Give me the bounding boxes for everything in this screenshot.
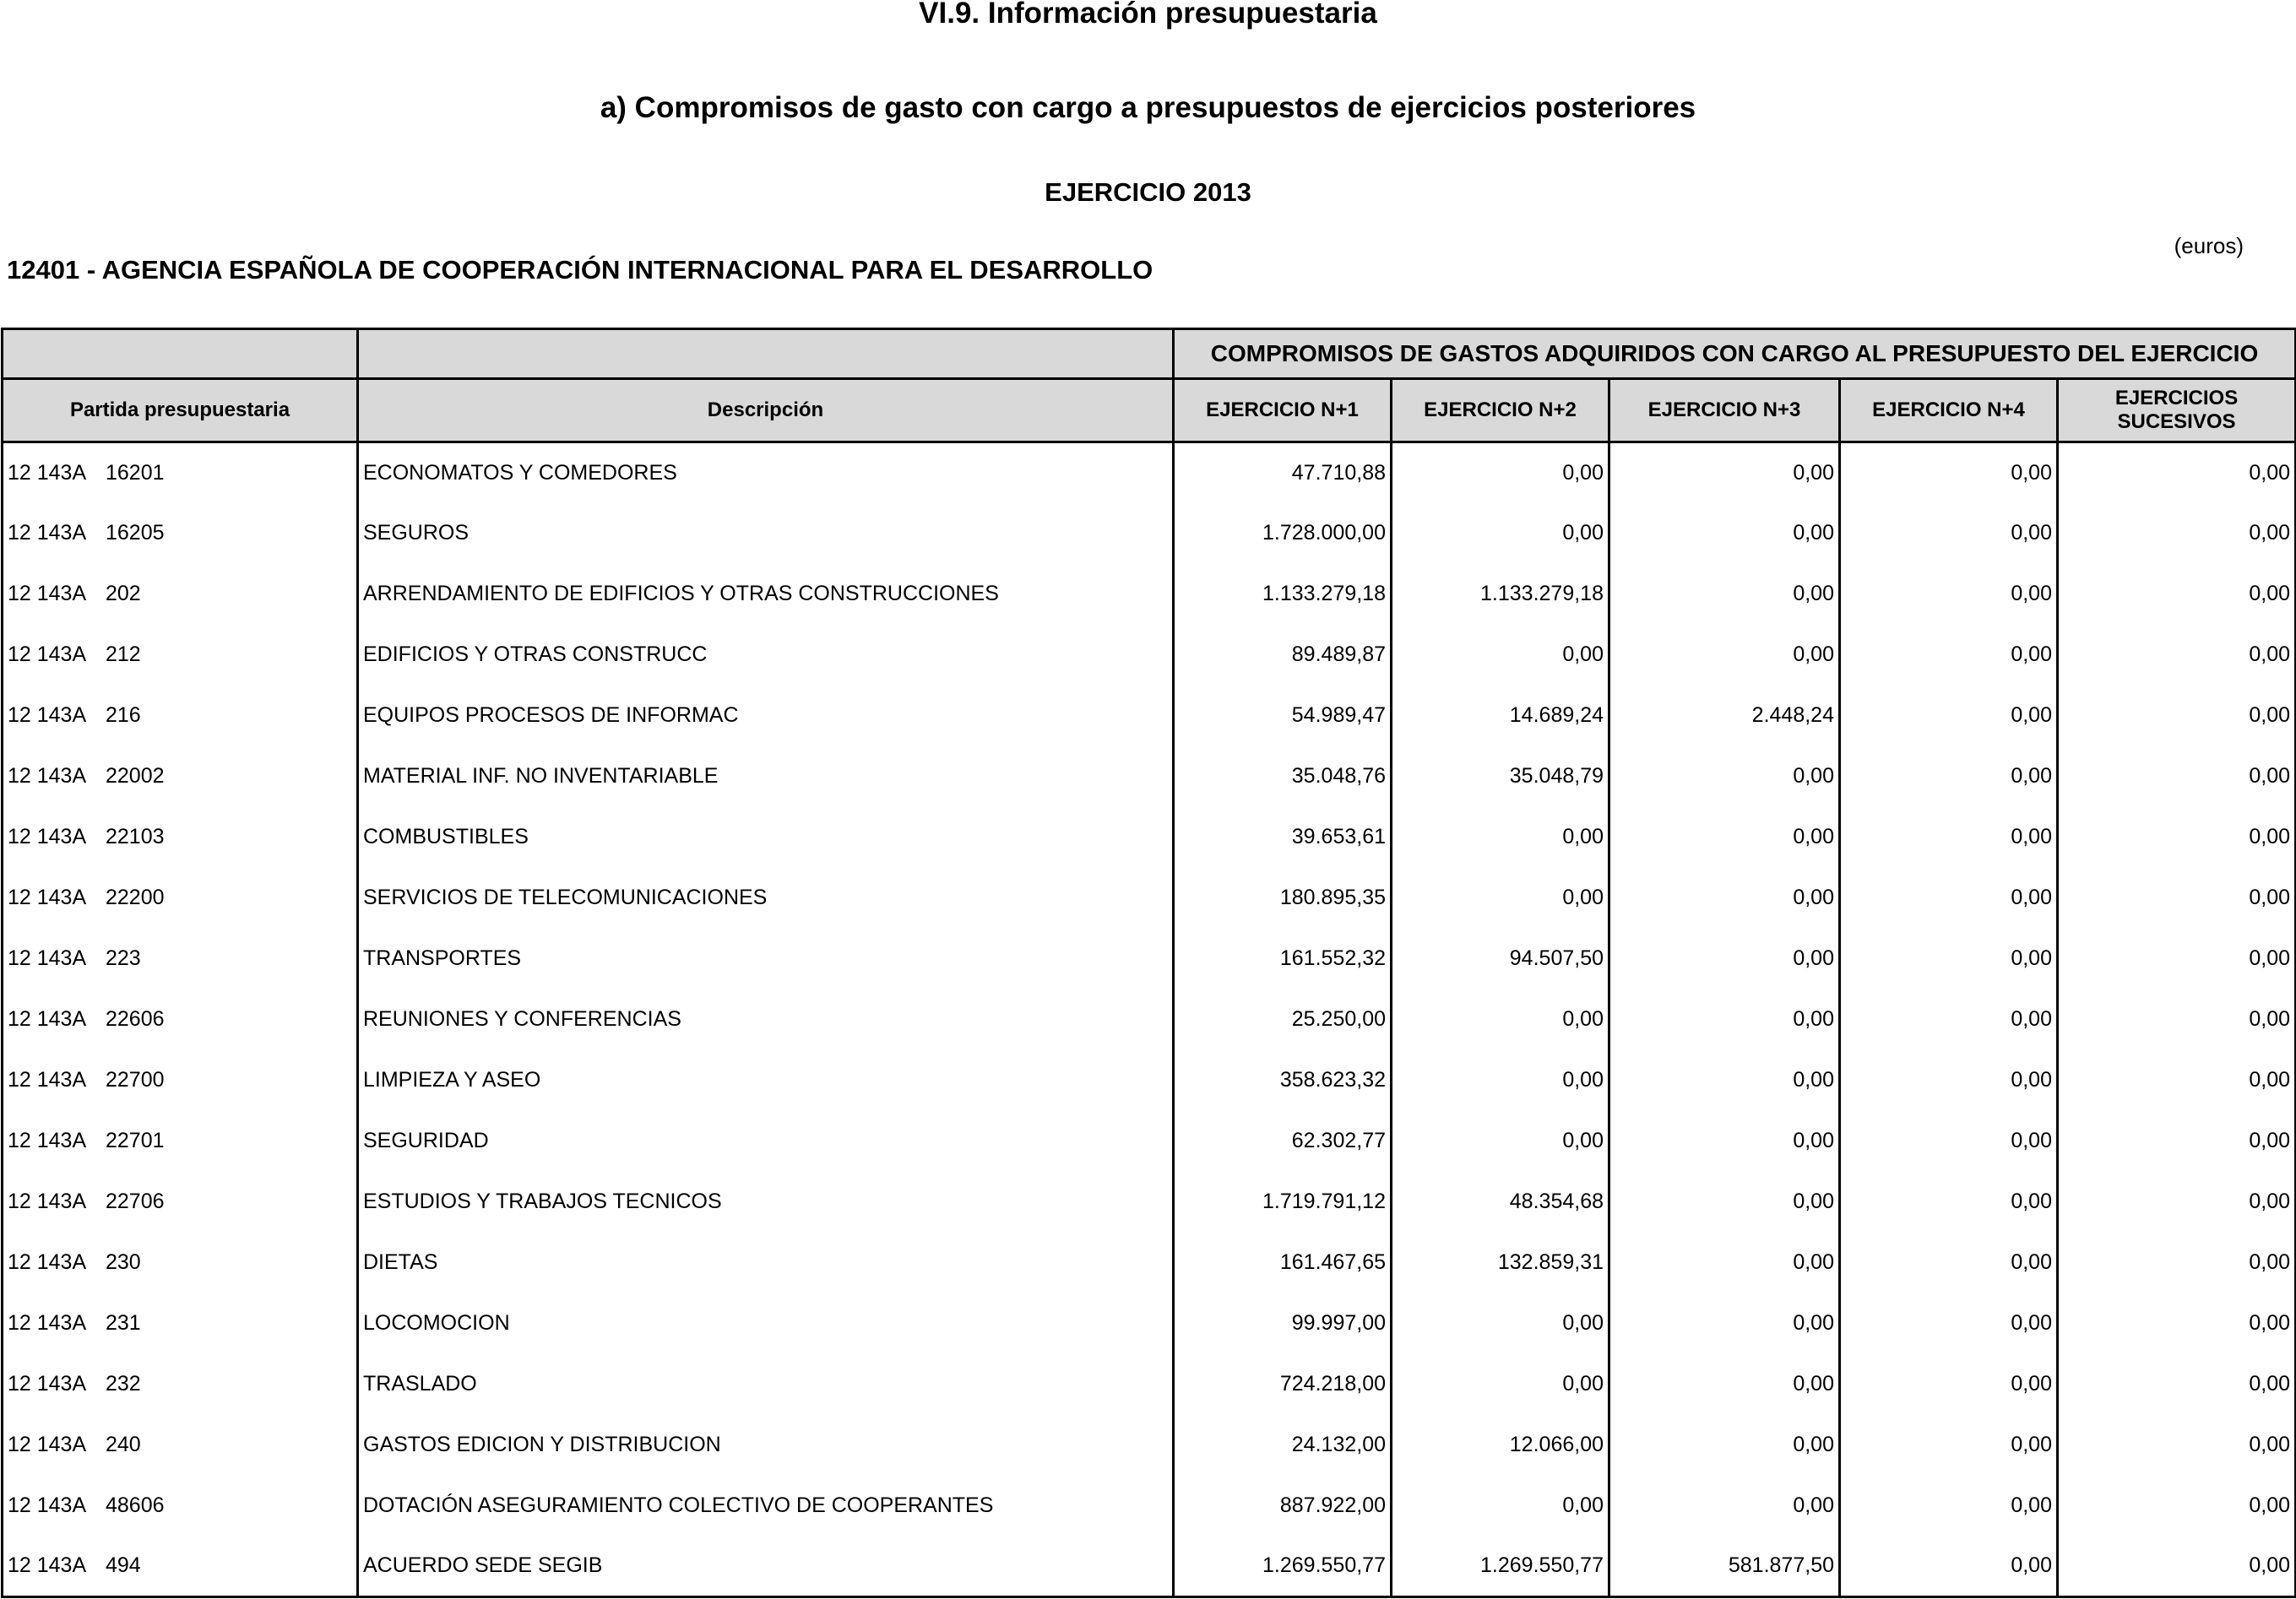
n4-cell: 0,00 — [1840, 1233, 2058, 1293]
concept-code: 22103 — [106, 825, 165, 848]
partida-cell — [3, 1233, 358, 1293]
column-header-descripcion: Descripción — [358, 379, 1174, 442]
program-code: 12 143A — [8, 582, 87, 605]
partida-cell — [3, 1050, 358, 1111]
n2-cell: 0,00 — [1392, 503, 1609, 564]
description-cell: DIETAS — [358, 1233, 1174, 1293]
description-cell: SERVICIOS DE TELECOMUNICACIONES — [358, 868, 1174, 929]
table-row — [3, 1050, 2296, 1111]
column-header-sucesivos — [2058, 379, 2296, 442]
partida-cell — [3, 1293, 358, 1354]
program-code: 12 143A — [8, 1493, 87, 1517]
table-row — [3, 807, 2296, 868]
concept-code: 216 — [106, 703, 141, 727]
program-code: 12 143A — [8, 1068, 87, 1092]
n2-cell: 1.269.550,77 — [1392, 1537, 1609, 1597]
program-code: 12 143A — [8, 460, 87, 485]
year-title: EJERCICIO 2013 — [1045, 177, 1251, 207]
n3-cell: 0,00 — [1609, 868, 1840, 929]
concept-code: 48606 — [106, 1493, 165, 1517]
subtitle: a) Compromisos de gasto con cargo a presupuestos de ejercicios posteriores — [600, 91, 1696, 124]
n3-cell: 0,00 — [1609, 1293, 1840, 1354]
program-code: 12 143A — [8, 764, 87, 788]
n4-cell: 0,00 — [1840, 807, 2058, 868]
n1-cell: 35.048,76 — [1174, 746, 1392, 807]
n2-cell: 0,00 — [1392, 1111, 1609, 1172]
column-header-n2: EJERCICIO N+2 — [1392, 379, 1609, 442]
partida-cell — [3, 868, 358, 929]
table-row — [3, 503, 2296, 564]
concept-code: 22002 — [106, 764, 165, 788]
n1-cell: 62.302,77 — [1174, 1111, 1392, 1172]
n1-cell: 1.133.279,18 — [1174, 564, 1392, 625]
description-cell: LIMPIEZA Y ASEO — [358, 1050, 1174, 1111]
table-row — [3, 868, 2296, 929]
table-row — [3, 1293, 2296, 1354]
concept-code: 231 — [106, 1311, 141, 1335]
n3-cell: 0,00 — [1609, 442, 1840, 503]
sucesivos-cell: 0,00 — [2058, 989, 2296, 1050]
n3-cell: 0,00 — [1609, 1172, 1840, 1233]
table-row — [3, 989, 2296, 1050]
n1-cell: 180.895,35 — [1174, 868, 1392, 929]
n1-cell: 99.997,00 — [1174, 1293, 1392, 1354]
sucesivos-cell: 0,00 — [2058, 929, 2296, 989]
n2-cell: 0,00 — [1392, 442, 1609, 503]
description-cell: TRANSPORTES — [358, 929, 1174, 989]
n3-cell: 581.877,50 — [1609, 1537, 1840, 1597]
description-cell: ECONOMATOS Y COMEDORES — [358, 442, 1174, 503]
concept-code: 22200 — [106, 886, 165, 909]
table-row — [3, 686, 2296, 746]
program-code: 12 143A — [8, 1129, 87, 1152]
program-code: 12 143A — [8, 1433, 87, 1456]
column-header-n4: EJERCICIO N+4 — [1840, 379, 2058, 442]
description-cell: EQUIPOS PROCESOS DE INFORMAC — [358, 686, 1174, 746]
partida-cell — [3, 503, 358, 564]
program-code: 12 143A — [8, 1250, 87, 1274]
concept-code: 22606 — [106, 1007, 165, 1031]
program-code: 12 143A — [8, 703, 87, 727]
column-header-n1: EJERCICIO N+1 — [1174, 379, 1392, 442]
concept-code: 22700 — [106, 1068, 165, 1092]
n2-cell: 0,00 — [1392, 807, 1609, 868]
n1-cell: 887.922,00 — [1174, 1476, 1392, 1537]
n2-cell: 0,00 — [1392, 1050, 1609, 1111]
n4-cell: 0,00 — [1840, 1537, 2058, 1597]
n3-cell: 0,00 — [1609, 564, 1840, 625]
program-code: 12 143A — [8, 1372, 87, 1396]
sucesivos-cell: 0,00 — [2058, 1354, 2296, 1415]
program-code: 12 143A — [8, 642, 87, 666]
n1-cell: 54.989,47 — [1174, 686, 1392, 746]
n1-cell: 161.467,65 — [1174, 1233, 1392, 1293]
n3-cell: 0,00 — [1609, 1415, 1840, 1476]
description-cell: ESTUDIOS Y TRABAJOS TECNICOS — [358, 1172, 1174, 1233]
sucesivos-cell: 0,00 — [2058, 807, 2296, 868]
program-code: 12 143A — [8, 1190, 87, 1213]
table-row — [3, 1354, 2296, 1415]
n3-cell: 0,00 — [1609, 503, 1840, 564]
program-code: 12 143A — [8, 1007, 87, 1031]
sucesivos-cell: 0,00 — [2058, 1111, 2296, 1172]
sucesivos-cell: 0,00 — [2058, 442, 2296, 503]
n2-cell: 0,00 — [1392, 1293, 1609, 1354]
sucesivos-cell: 0,00 — [2058, 1537, 2296, 1597]
sucesivos-cell: 0,00 — [2058, 625, 2296, 686]
partida-cell — [3, 1111, 358, 1172]
n1-cell: 1.269.550,77 — [1174, 1537, 1392, 1597]
n4-cell: 0,00 — [1840, 929, 2058, 989]
table-body — [3, 442, 2296, 1597]
n4-cell: 0,00 — [1840, 1415, 2058, 1476]
partida-cell — [3, 1172, 358, 1233]
n2-cell: 14.689,24 — [1392, 686, 1609, 746]
n2-cell: 0,00 — [1392, 1476, 1609, 1537]
description-cell: DOTACIÓN ASEGURAMIENTO COLECTIVO DE COOPERANTES — [358, 1476, 1174, 1537]
n2-cell: 0,00 — [1392, 868, 1609, 929]
n2-cell: 12.066,00 — [1392, 1415, 1609, 1476]
concept-code: 232 — [106, 1372, 141, 1396]
description-cell: SEGUROS — [358, 503, 1174, 564]
partida-cell — [3, 564, 358, 625]
concept-code: 494 — [106, 1553, 141, 1578]
description-cell: LOCOMOCION — [358, 1293, 1174, 1354]
n4-cell: 0,00 — [1840, 442, 2058, 503]
partida-cell — [3, 989, 358, 1050]
column-header-n3: EJERCICIO N+3 — [1609, 379, 1840, 442]
sucesivos-cell: 0,00 — [2058, 1415, 2296, 1476]
group-header-row — [3, 329, 2296, 379]
description-cell: EDIFICIOS Y OTRAS CONSTRUCC — [358, 625, 1174, 686]
budget-commitments-table — [1, 328, 2296, 1598]
table-row — [3, 1111, 2296, 1172]
table-row — [3, 625, 2296, 686]
n2-cell: 0,00 — [1392, 625, 1609, 686]
n1-cell: 1.719.791,12 — [1174, 1172, 1392, 1233]
partida-cell — [3, 1537, 358, 1597]
n1-cell: 24.132,00 — [1174, 1415, 1392, 1476]
sucesivos-cell: 0,00 — [2058, 868, 2296, 929]
partida-cell — [3, 1354, 358, 1415]
n4-cell: 0,00 — [1840, 868, 2058, 929]
entity-title: 12401 - AGENCIA ESPAÑOLA DE COOPERACIÓN INTERNACIONAL PARA EL DESARROLLO — [7, 255, 1153, 285]
n3-cell: 0,00 — [1609, 1111, 1840, 1172]
n3-cell: 0,00 — [1609, 1233, 1840, 1293]
program-code: 12 143A — [8, 946, 87, 970]
description-cell: SEGURIDAD — [358, 1111, 1174, 1172]
n4-cell: 0,00 — [1840, 1172, 2058, 1233]
n3-cell: 2.448,24 — [1609, 686, 1840, 746]
sucesivos-cell: 0,00 — [2058, 564, 2296, 625]
concept-code: 212 — [106, 642, 141, 666]
description-cell: ARRENDAMIENTO DE EDIFICIOS Y OTRAS CONSTRUCCIONES — [358, 564, 1174, 625]
n2-cell: 0,00 — [1392, 989, 1609, 1050]
blank-header-cell — [3, 329, 358, 379]
n3-cell: 0,00 — [1609, 1050, 1840, 1111]
n4-cell: 0,00 — [1840, 1111, 2058, 1172]
table-row — [3, 1537, 2296, 1597]
concept-code: 240 — [106, 1433, 141, 1456]
sucesivos-cell: 0,00 — [2058, 686, 2296, 746]
n4-cell: 0,00 — [1840, 989, 2058, 1050]
n4-cell: 0,00 — [1840, 746, 2058, 807]
n1-cell: 1.728.000,00 — [1174, 503, 1392, 564]
sucesivos-cell: 0,00 — [2058, 1293, 2296, 1354]
partida-cell — [3, 807, 358, 868]
n3-cell: 0,00 — [1609, 989, 1840, 1050]
table-row — [3, 1415, 2296, 1476]
table-row — [3, 564, 2296, 625]
n4-cell: 0,00 — [1840, 1476, 2058, 1537]
n2-cell: 35.048,79 — [1392, 746, 1609, 807]
description-cell: REUNIONES Y CONFERENCIAS — [358, 989, 1174, 1050]
partida-cell — [3, 625, 358, 686]
concept-code: 22706 — [106, 1190, 165, 1213]
n1-cell: 47.710,88 — [1174, 442, 1392, 503]
n1-cell: 358.623,32 — [1174, 1050, 1392, 1111]
n2-cell: 1.133.279,18 — [1392, 564, 1609, 625]
n2-cell: 94.507,50 — [1392, 929, 1609, 989]
n3-cell: 0,00 — [1609, 807, 1840, 868]
n3-cell: 0,00 — [1609, 1354, 1840, 1415]
column-header-sucesivos-line1: EJERCICIOS — [2114, 387, 2239, 409]
sucesivos-cell: 0,00 — [2058, 503, 2296, 564]
program-code: 12 143A — [8, 521, 87, 545]
description-cell: COMBUSTIBLES — [358, 807, 1174, 868]
n4-cell: 0,00 — [1840, 1293, 2058, 1354]
sucesivos-cell: 0,00 — [2058, 746, 2296, 807]
partida-cell — [3, 1476, 358, 1537]
n4-cell: 0,00 — [1840, 1050, 2058, 1111]
column-header-partida: Partida presupuestaria — [3, 379, 358, 442]
partida-cell — [3, 442, 358, 503]
table-row — [3, 1476, 2296, 1537]
n2-cell: 0,00 — [1392, 1354, 1609, 1415]
table-row — [3, 746, 2296, 807]
n1-cell: 89.489,87 — [1174, 625, 1392, 686]
n3-cell: 0,00 — [1609, 1476, 1840, 1537]
n4-cell: 0,00 — [1840, 686, 2058, 746]
blank-header-cell — [358, 329, 1174, 379]
n4-cell: 0,00 — [1840, 1354, 2058, 1415]
table-row — [3, 442, 2296, 503]
concept-code: 16205 — [106, 521, 165, 545]
sucesivos-cell: 0,00 — [2058, 1172, 2296, 1233]
n1-cell: 161.552,32 — [1174, 929, 1392, 989]
sucesivos-cell: 0,00 — [2058, 1050, 2296, 1111]
n3-cell: 0,00 — [1609, 746, 1840, 807]
description-cell: TRASLADO — [358, 1354, 1174, 1415]
concept-code: 22701 — [106, 1129, 165, 1152]
concept-code: 202 — [106, 582, 141, 605]
table-row — [3, 929, 2296, 989]
n3-cell: 0,00 — [1609, 929, 1840, 989]
section-title: VI.9. Información presupuestaria — [919, 0, 1377, 30]
units-label: (euros) — [2174, 233, 2244, 258]
concept-code: 16201 — [106, 460, 165, 485]
description-cell: GASTOS EDICION Y DISTRIBUCION — [358, 1415, 1174, 1476]
n1-cell: 39.653,61 — [1174, 807, 1392, 868]
n2-cell: 48.354,68 — [1392, 1172, 1609, 1233]
partida-cell — [3, 1415, 358, 1476]
partida-cell — [3, 746, 358, 807]
description-cell: ACUERDO SEDE SEGIB — [358, 1537, 1174, 1597]
column-header-sucesivos-line2: SUCESIVOS — [2117, 410, 2236, 433]
sucesivos-cell: 0,00 — [2058, 1476, 2296, 1537]
n4-cell: 0,00 — [1840, 625, 2058, 686]
n4-cell: 0,00 — [1840, 564, 2058, 625]
program-code: 12 143A — [8, 825, 87, 848]
table-row — [3, 1233, 2296, 1293]
program-code: 12 143A — [8, 1553, 87, 1578]
column-header-row — [3, 379, 2296, 442]
group-header: COMPROMISOS DE GASTOS ADQUIRIDOS CON CARGO AL PRESUPUESTO DEL EJERCICIO — [1174, 329, 2296, 379]
sucesivos-cell: 0,00 — [2058, 1233, 2296, 1293]
partida-cell — [3, 686, 358, 746]
partida-cell — [3, 929, 358, 989]
n1-cell: 25.250,00 — [1174, 989, 1392, 1050]
n2-cell: 132.859,31 — [1392, 1233, 1609, 1293]
concept-code: 230 — [106, 1250, 141, 1274]
description-cell: MATERIAL INF. NO INVENTARIABLE — [358, 746, 1174, 807]
n4-cell: 0,00 — [1840, 503, 2058, 564]
table-row — [3, 1172, 2296, 1233]
n1-cell: 724.218,00 — [1174, 1354, 1392, 1415]
program-code: 12 143A — [8, 886, 87, 909]
program-code: 12 143A — [8, 1311, 87, 1335]
concept-code: 223 — [106, 946, 141, 970]
n3-cell: 0,00 — [1609, 625, 1840, 686]
